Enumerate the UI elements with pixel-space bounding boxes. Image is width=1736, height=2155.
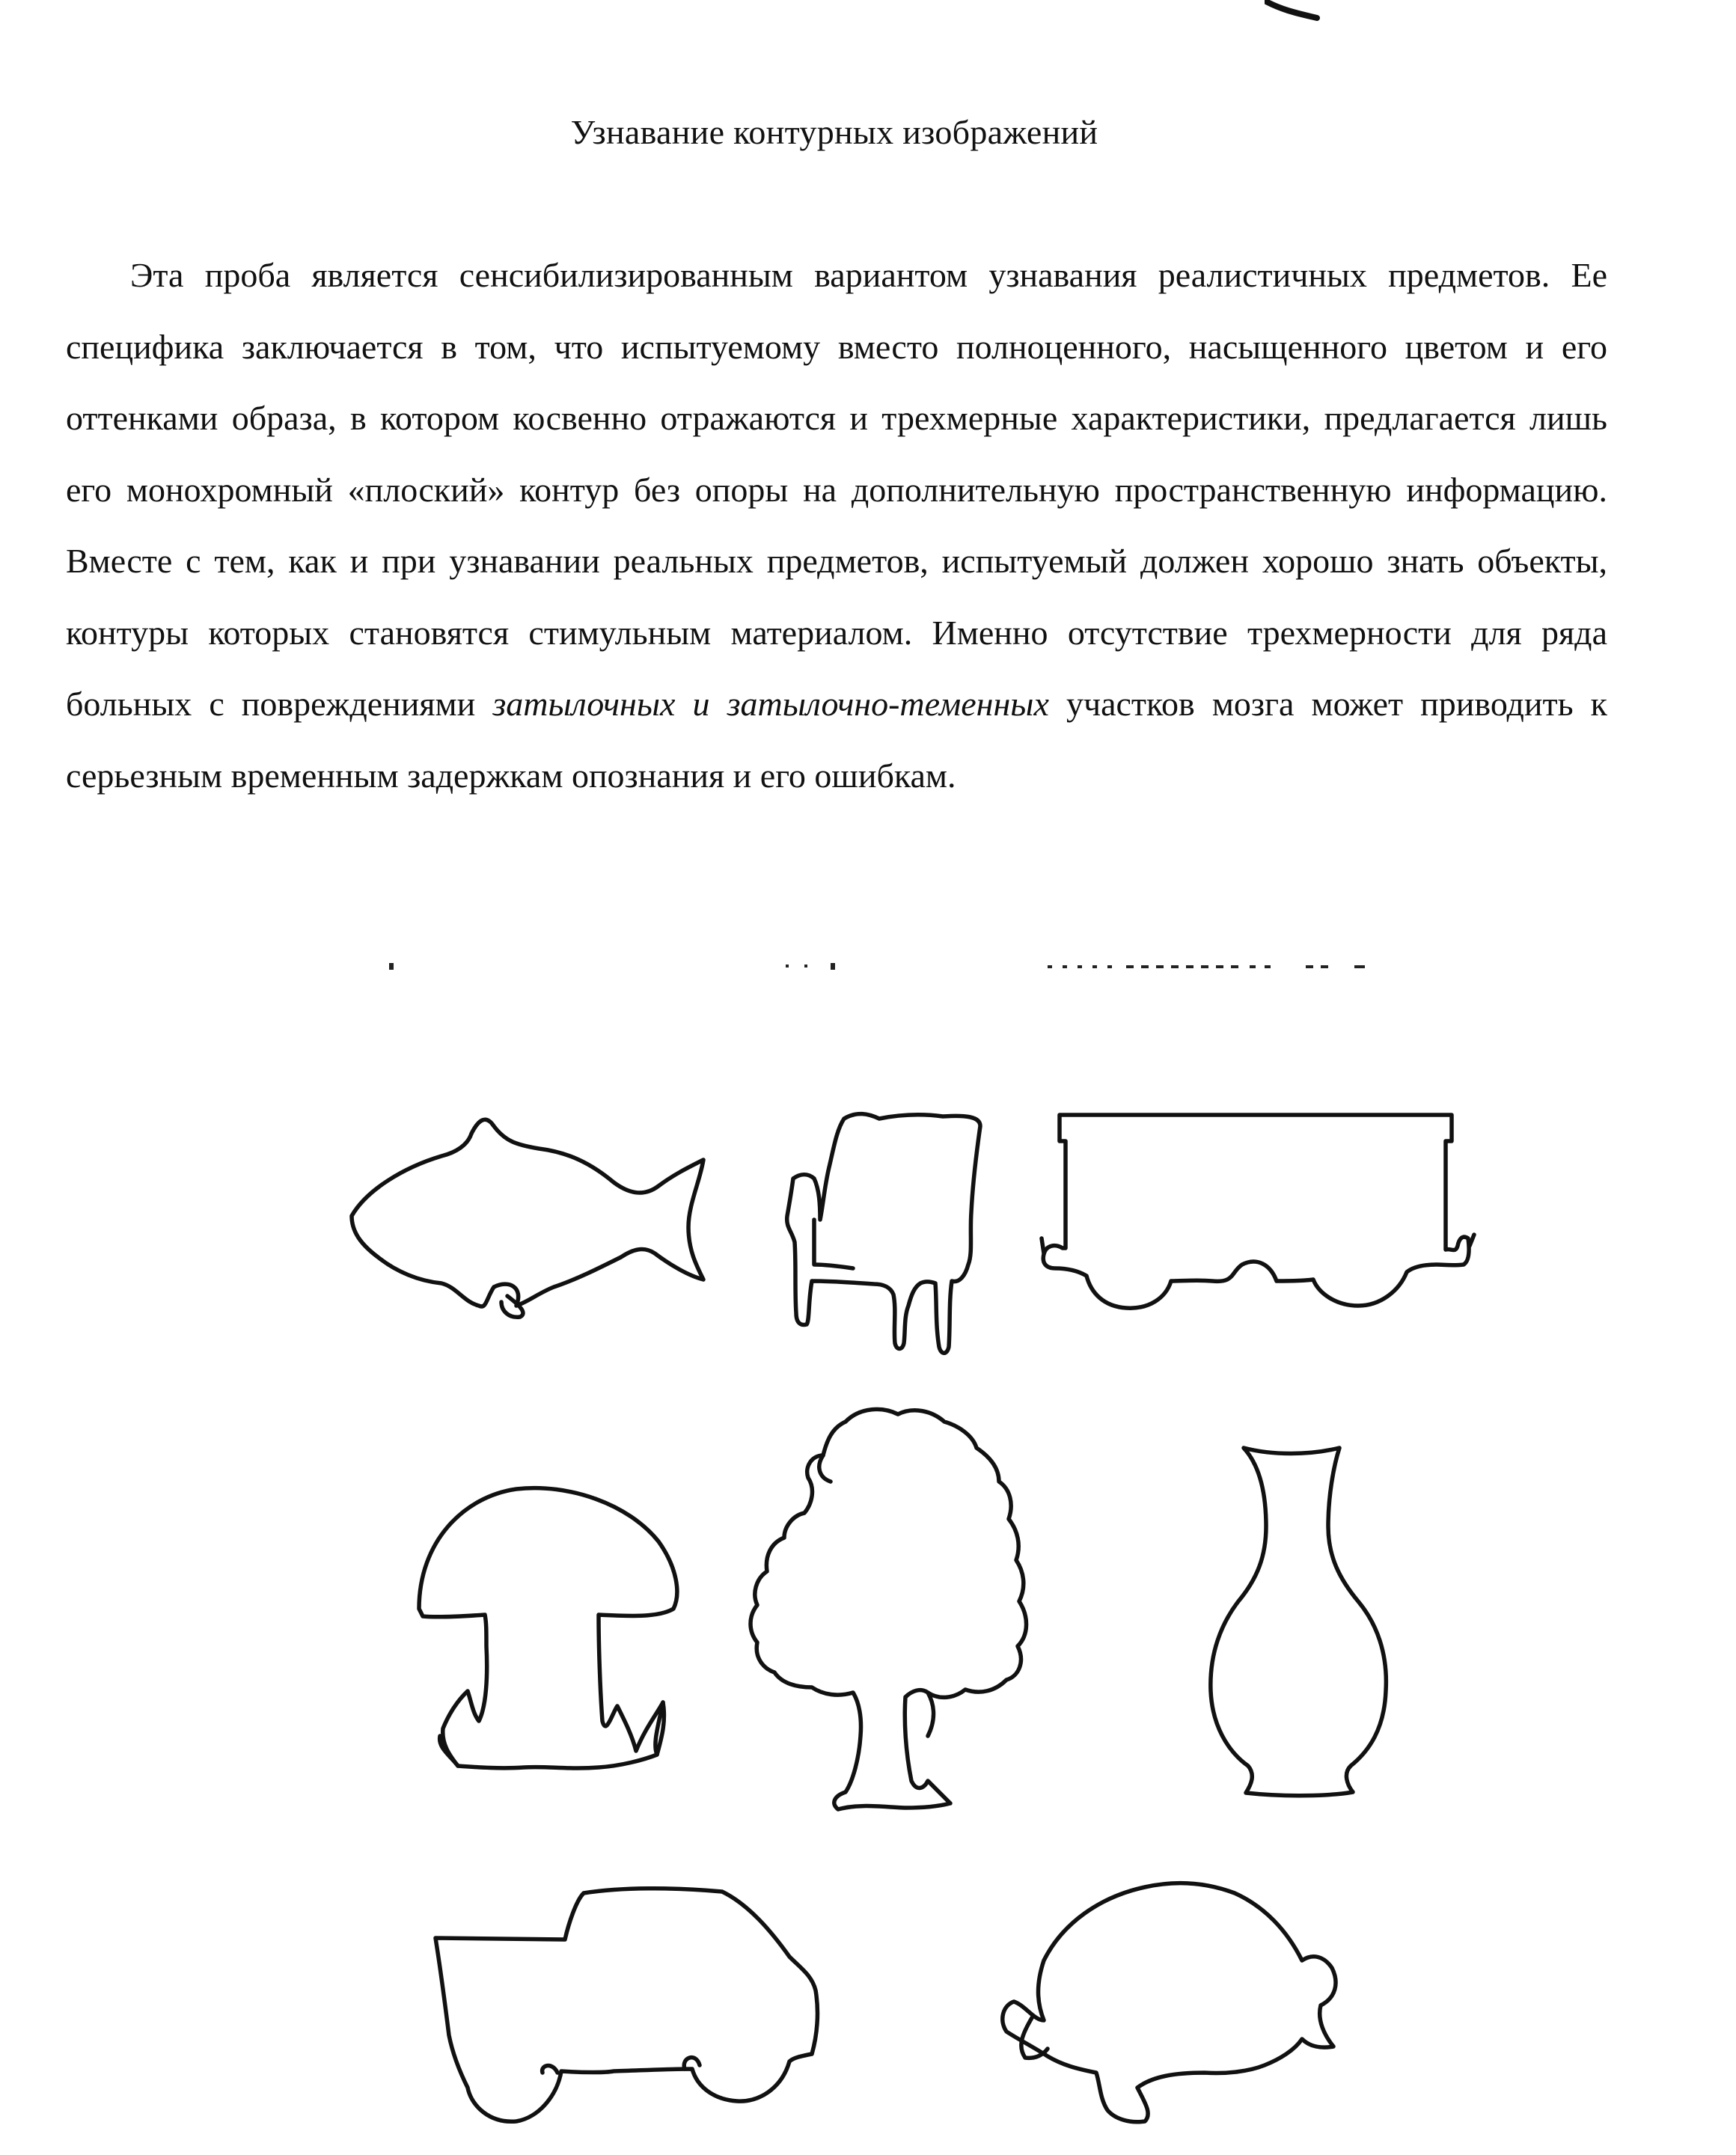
page-title: Узнавание контурных изображений [570,113,1098,151]
fish-outline [352,1119,703,1317]
truck-outline [435,1889,817,2122]
paragraph-text-1: Эта проба является сенсибилизированным вариантом узнавания реалистичных предметов. Ее специфика заключается в том, что испытуемому вместо полноценного, насыщенного цветом и его оттенками образа, в котором косвенно отражаются и трехмерные характеристики, предлагается лишь его монохромный «плоский» контур без опоры на дополнительную пространственную информацию. Вместе с тем, как и при узнавании реальных предметов, испытуемый должен хорошо знать объекты, контуры которых становятся стимульным материалом. Именно отсутствие трехмерности для ряда больных с повреждениями [66,256,1607,723]
paragraph-text-2: участков мозга может приводить к серьезным временным задержкам опознания и его ошибкам. [66,685,1608,795]
wagon-outline [1042,1115,1474,1308]
tree-outline [751,1409,1027,1809]
armchair-outline [787,1114,980,1354]
paragraph-italic-text: затылочных и затылочно-теменных [492,685,1049,723]
turtle-outline [1003,1883,1336,2122]
mushroom-outline [419,1488,677,1768]
vase-outline [1211,1448,1387,1796]
